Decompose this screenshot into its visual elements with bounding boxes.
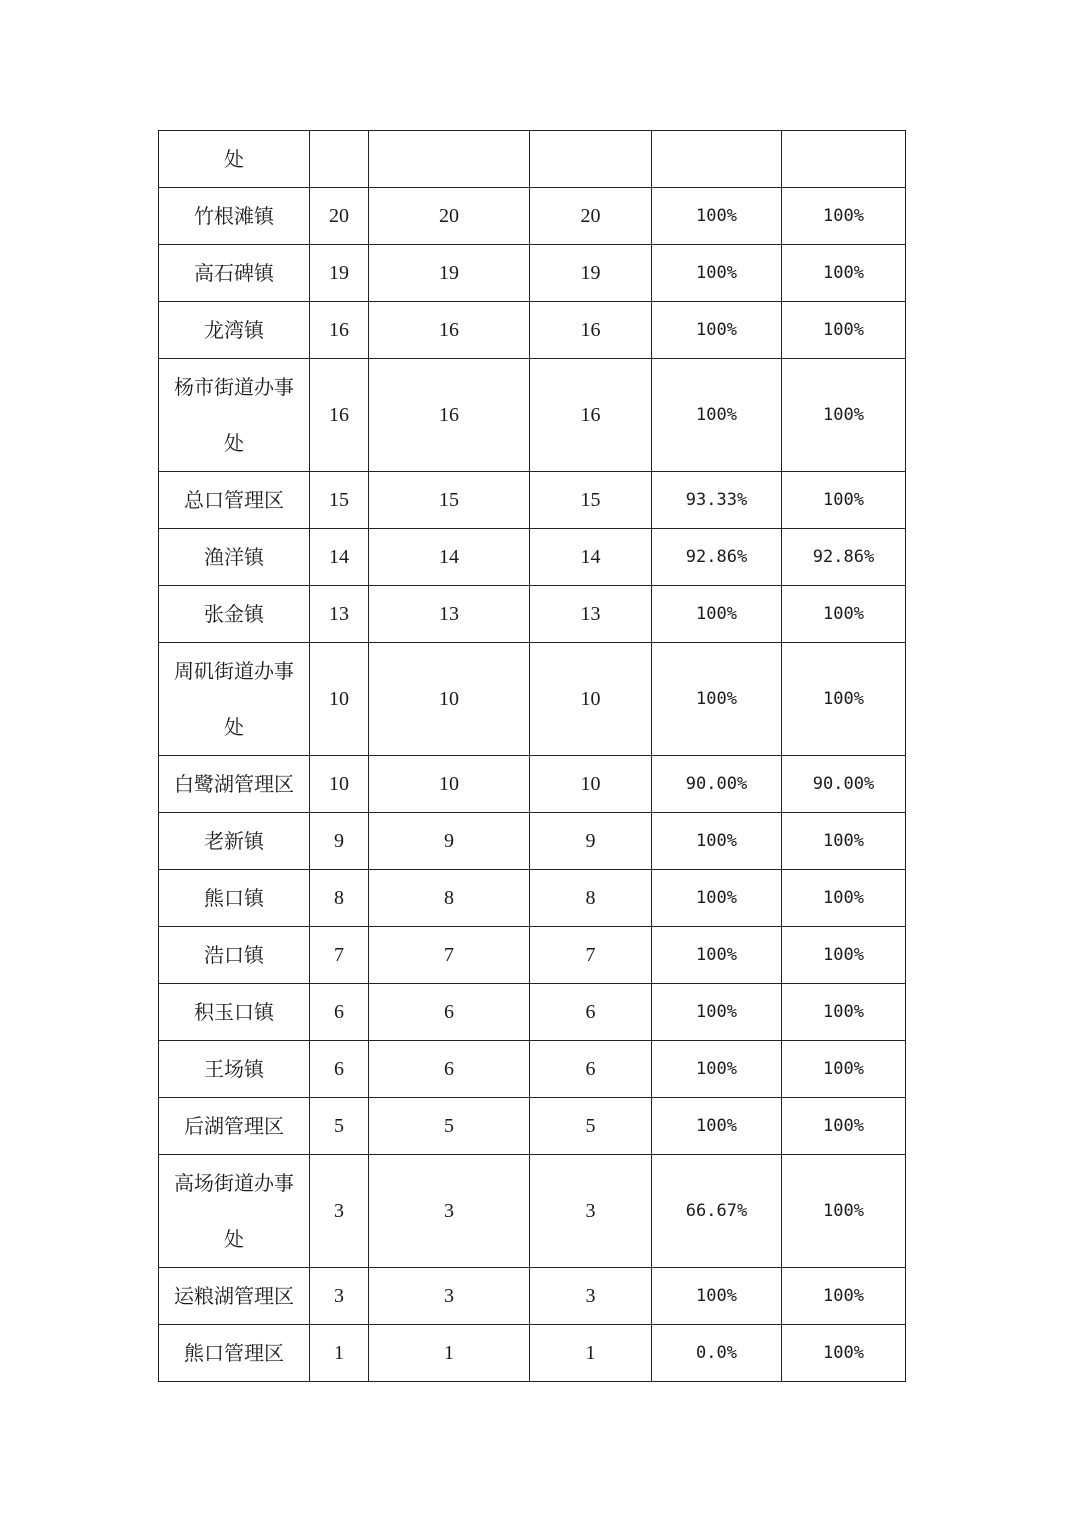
region-name-cell: 张金镇 bbox=[159, 586, 310, 643]
count-cell: 6 bbox=[530, 984, 652, 1041]
rate-cell bbox=[652, 131, 782, 188]
table-row bbox=[159, 302, 906, 359]
count-cell: 19 bbox=[369, 245, 530, 302]
count-cell: 10 bbox=[369, 756, 530, 813]
rate-cell: 100% bbox=[782, 188, 906, 245]
count-cell: 6 bbox=[369, 1041, 530, 1098]
rate-cell: 100% bbox=[652, 643, 782, 756]
rate-cell: 100% bbox=[652, 1268, 782, 1325]
rate-cell: 100% bbox=[782, 984, 906, 1041]
count-cell: 7 bbox=[310, 927, 369, 984]
count-cell: 6 bbox=[530, 1041, 652, 1098]
region-name-cell: 熊口管理区 bbox=[159, 1325, 310, 1382]
table-row bbox=[159, 245, 906, 302]
count-cell: 16 bbox=[310, 359, 369, 472]
region-name-cell: 王场镇 bbox=[159, 1041, 310, 1098]
count-cell: 14 bbox=[369, 529, 530, 586]
count-cell: 6 bbox=[369, 984, 530, 1041]
count-cell: 10 bbox=[310, 756, 369, 813]
rate-cell: 93.33% bbox=[652, 472, 782, 529]
rate-cell: 90.00% bbox=[782, 756, 906, 813]
region-name-cell: 处 bbox=[159, 131, 310, 188]
count-cell: 3 bbox=[369, 1268, 530, 1325]
table-row bbox=[159, 359, 906, 472]
count-cell: 10 bbox=[530, 756, 652, 813]
count-cell: 8 bbox=[310, 870, 369, 927]
region-name-cell: 白鹭湖管理区 bbox=[159, 756, 310, 813]
count-cell: 16 bbox=[310, 302, 369, 359]
count-cell: 5 bbox=[369, 1098, 530, 1155]
rate-cell: 100% bbox=[652, 359, 782, 472]
count-cell: 6 bbox=[310, 1041, 369, 1098]
rate-cell: 100% bbox=[782, 813, 906, 870]
rate-cell: 100% bbox=[782, 927, 906, 984]
count-cell: 19 bbox=[310, 245, 369, 302]
count-cell: 9 bbox=[369, 813, 530, 870]
rate-cell: 92.86% bbox=[652, 529, 782, 586]
region-name-cell: 高石碑镇 bbox=[159, 245, 310, 302]
region-name-cell: 龙湾镇 bbox=[159, 302, 310, 359]
rate-cell: 100% bbox=[652, 1041, 782, 1098]
count-cell: 20 bbox=[310, 188, 369, 245]
rate-cell: 90.00% bbox=[652, 756, 782, 813]
count-cell: 15 bbox=[310, 472, 369, 529]
table-row bbox=[159, 813, 906, 870]
rate-cell: 100% bbox=[782, 870, 906, 927]
rate-cell: 100% bbox=[782, 359, 906, 472]
count-cell: 15 bbox=[369, 472, 530, 529]
region-name-cell: 渔洋镇 bbox=[159, 529, 310, 586]
region-name-cell: 老新镇 bbox=[159, 813, 310, 870]
count-cell bbox=[530, 131, 652, 188]
count-cell: 16 bbox=[530, 359, 652, 472]
rate-cell: 100% bbox=[782, 1325, 906, 1382]
count-cell: 16 bbox=[369, 359, 530, 472]
region-name-cell: 周矶街道办事处 bbox=[159, 643, 310, 756]
table-row bbox=[159, 1268, 906, 1325]
rate-cell: 100% bbox=[782, 1155, 906, 1268]
count-cell: 10 bbox=[369, 643, 530, 756]
count-cell: 3 bbox=[530, 1268, 652, 1325]
rate-cell: 100% bbox=[652, 586, 782, 643]
count-cell: 15 bbox=[530, 472, 652, 529]
rate-cell: 100% bbox=[652, 870, 782, 927]
region-name-cell: 浩口镇 bbox=[159, 927, 310, 984]
rate-cell: 100% bbox=[782, 472, 906, 529]
rate-cell: 66.67% bbox=[652, 1155, 782, 1268]
table-row bbox=[159, 1098, 906, 1155]
table-row bbox=[159, 1041, 906, 1098]
rate-cell: 100% bbox=[782, 1041, 906, 1098]
table-row bbox=[159, 1325, 906, 1382]
count-cell: 3 bbox=[310, 1155, 369, 1268]
count-cell: 14 bbox=[310, 529, 369, 586]
count-cell: 10 bbox=[310, 643, 369, 756]
count-cell: 10 bbox=[530, 643, 652, 756]
table-row bbox=[159, 984, 906, 1041]
rate-cell: 100% bbox=[782, 1098, 906, 1155]
count-cell: 5 bbox=[310, 1098, 369, 1155]
count-cell: 20 bbox=[530, 188, 652, 245]
count-cell: 9 bbox=[310, 813, 369, 870]
table-row bbox=[159, 643, 906, 756]
count-cell: 20 bbox=[369, 188, 530, 245]
rate-cell: 92.86% bbox=[782, 529, 906, 586]
rate-cell: 100% bbox=[652, 984, 782, 1041]
table-row bbox=[159, 188, 906, 245]
rate-cell: 100% bbox=[652, 302, 782, 359]
rate-cell: 100% bbox=[652, 245, 782, 302]
rate-cell: 100% bbox=[652, 813, 782, 870]
count-cell: 16 bbox=[530, 302, 652, 359]
region-name-cell: 运粮湖管理区 bbox=[159, 1268, 310, 1325]
rate-cell: 100% bbox=[652, 188, 782, 245]
rate-cell bbox=[782, 131, 906, 188]
count-cell bbox=[310, 131, 369, 188]
count-cell: 3 bbox=[310, 1268, 369, 1325]
rate-cell: 100% bbox=[652, 1098, 782, 1155]
count-cell: 6 bbox=[310, 984, 369, 1041]
count-cell: 7 bbox=[369, 927, 530, 984]
region-name-cell: 竹根滩镇 bbox=[159, 188, 310, 245]
count-cell: 14 bbox=[530, 529, 652, 586]
table-row bbox=[159, 472, 906, 529]
count-cell: 8 bbox=[530, 870, 652, 927]
table-row bbox=[159, 529, 906, 586]
count-cell: 13 bbox=[369, 586, 530, 643]
rate-cell: 100% bbox=[782, 1268, 906, 1325]
rate-cell: 100% bbox=[782, 245, 906, 302]
table-row bbox=[159, 586, 906, 643]
count-cell: 1 bbox=[310, 1325, 369, 1382]
table-row bbox=[159, 1155, 906, 1268]
rate-cell: 0.0% bbox=[652, 1325, 782, 1382]
table-body bbox=[159, 131, 906, 1382]
count-cell: 3 bbox=[369, 1155, 530, 1268]
table-row bbox=[159, 870, 906, 927]
region-name-cell: 高场街道办事处 bbox=[159, 1155, 310, 1268]
count-cell: 8 bbox=[369, 870, 530, 927]
count-cell bbox=[369, 131, 530, 188]
region-name-cell: 熊口镇 bbox=[159, 870, 310, 927]
count-cell: 13 bbox=[530, 586, 652, 643]
rate-cell: 100% bbox=[652, 927, 782, 984]
count-cell: 13 bbox=[310, 586, 369, 643]
region-name-cell: 后湖管理区 bbox=[159, 1098, 310, 1155]
rate-cell: 100% bbox=[782, 302, 906, 359]
count-cell: 1 bbox=[530, 1325, 652, 1382]
rate-cell: 100% bbox=[782, 586, 906, 643]
count-cell: 9 bbox=[530, 813, 652, 870]
region-name-cell: 总口管理区 bbox=[159, 472, 310, 529]
table-row bbox=[159, 756, 906, 813]
table-row bbox=[159, 927, 906, 984]
count-cell: 19 bbox=[530, 245, 652, 302]
statistics-table bbox=[158, 130, 906, 1382]
rate-cell: 100% bbox=[782, 643, 906, 756]
table-row bbox=[159, 131, 906, 188]
region-name-cell: 积玉口镇 bbox=[159, 984, 310, 1041]
region-name-cell: 杨市街道办事处 bbox=[159, 359, 310, 472]
count-cell: 1 bbox=[369, 1325, 530, 1382]
count-cell: 7 bbox=[530, 927, 652, 984]
count-cell: 3 bbox=[530, 1155, 652, 1268]
count-cell: 5 bbox=[530, 1098, 652, 1155]
count-cell: 16 bbox=[369, 302, 530, 359]
